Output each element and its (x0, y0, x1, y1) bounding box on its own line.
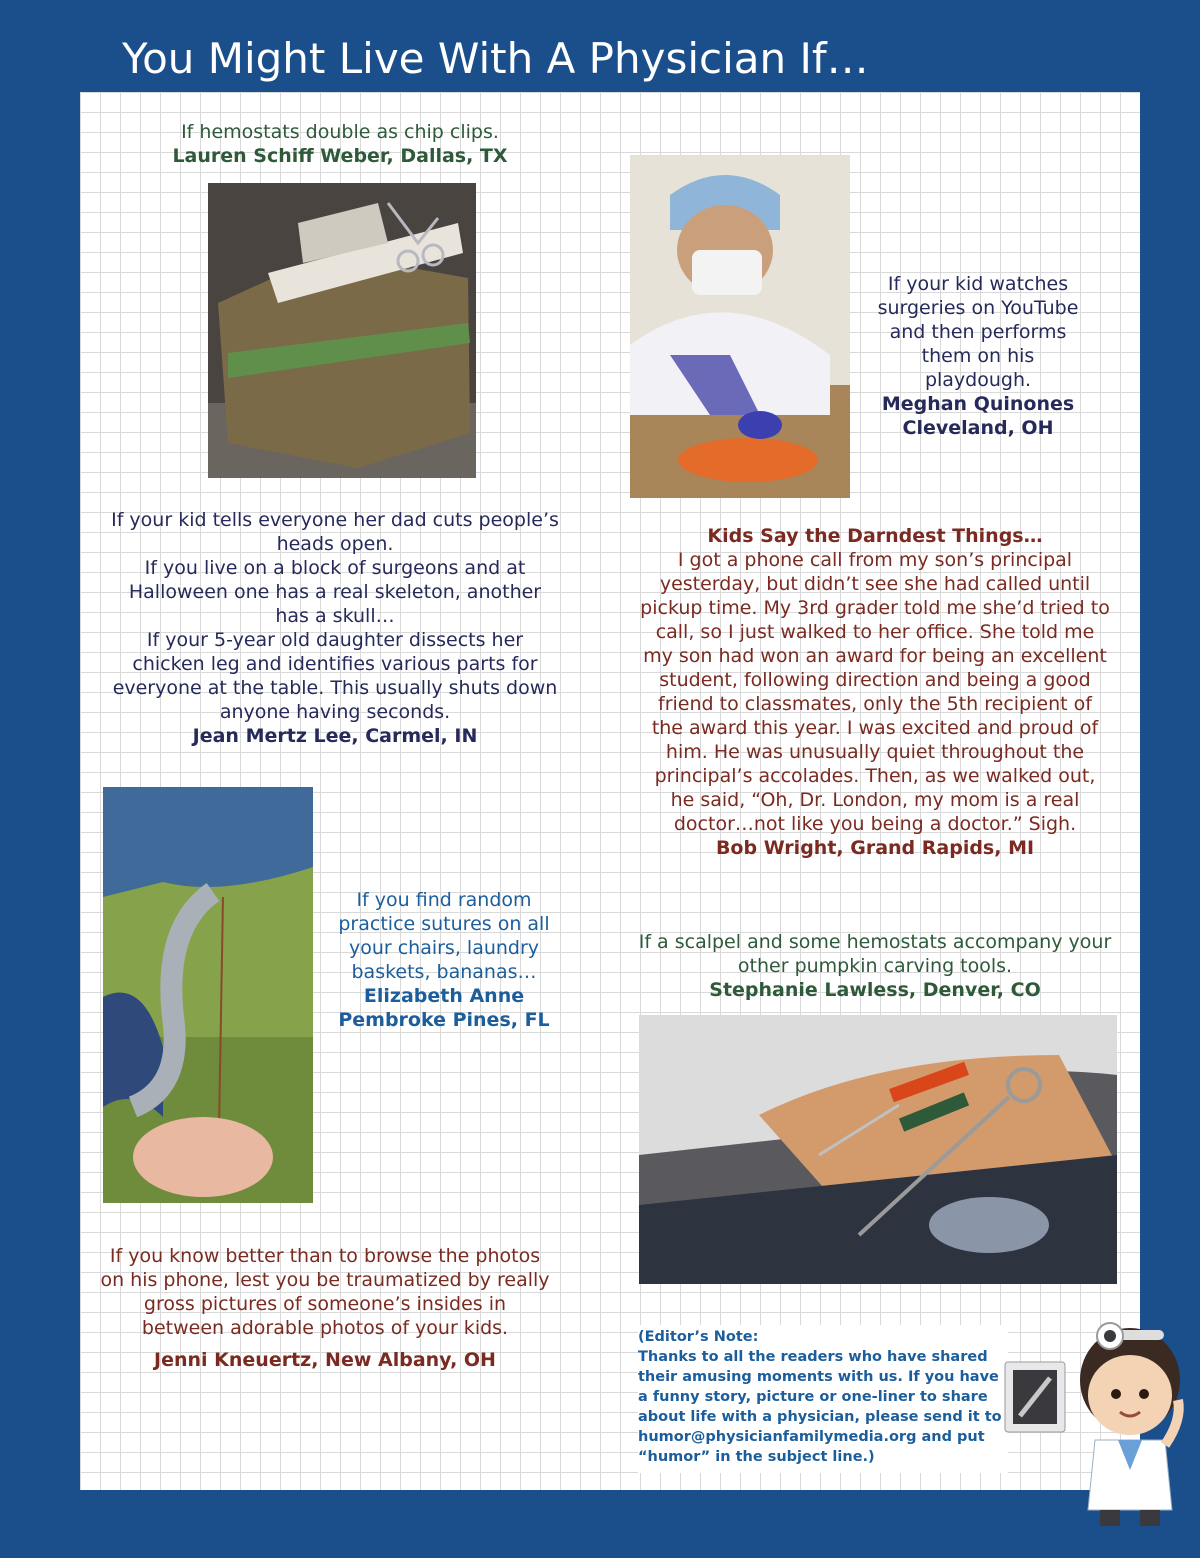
entry-line-2: If you live on a block of surgeons and at Halloween one has a real skeleton, another has a skull… (128, 557, 542, 627)
entry-author-place: Cleveland, OH (902, 417, 1054, 439)
entry-text: I got a phone call from my son’s principal yesterday, but didn’t see she had called until pickup time. My 3rd grader told me she’d tried to call, so I just walked to her office. She told me my son had won an award for being an excellent student, following direction and being a good friend to classmates, only the 5th recipient of the award this year. I was excited and proud of him. He was unusually quiet throughout the principal’s accolades. Then, as we walked out, he said, “Oh, Dr. London, my mom is a real doctor…not like you being a doctor.” Sigh. (640, 549, 1110, 835)
entry-line-1: If your kid tells everyone her dad cuts people’s heads open. (111, 509, 559, 555)
editor-note-text: Thanks to all the readers who have shared their amusing moments with us. If you have a funny story, picture or one-liner to share about life with a physician, please send it to humor@physicianfamilymedia.org and put “humor” in the subject line.) (638, 1349, 1002, 1465)
entry-author: Stephanie Lawless, Denver, CO (709, 979, 1041, 1001)
editor-note-heading: (Editor’s Note: (638, 1329, 759, 1345)
photo-hemostat-bag (208, 183, 476, 478)
entry-text: If a scalpel and some hemostats accompany your other pumpkin carving tools. (638, 931, 1112, 977)
entry-youtube (873, 272, 1083, 440)
entry-author-place: Pembroke Pines, FL (338, 1009, 550, 1031)
entry-chip-clips (140, 120, 540, 168)
editor-note (638, 1325, 1008, 1473)
entry-text: If you know better than to browse the photos on his phone, lest you be traumatized by really gross pictures of someone’s insides in between adorable photos of your kids. (100, 1245, 550, 1339)
entry-text: If hemostats double as chip clips. (181, 121, 499, 143)
photo-kid-playdough (630, 155, 850, 498)
entry-text: If your kid watches surgeries on YouTube and then performs them on his playdough. (877, 273, 1079, 391)
entry-author: Jean Mertz Lee, Carmel, IN (192, 725, 478, 747)
entry-text: If you find random practice sutures on all your chairs, laundry baskets, bananas… (338, 889, 550, 983)
entry-kids-say (640, 524, 1110, 860)
entry-author-name: Meghan Quinones (881, 393, 1075, 415)
entry-heads-open (110, 508, 560, 748)
entry-line-3: If your 5-year old daughter dissects her chicken leg and identifies various parts for everyone at the table. This usually shuts down anyone having seconds. (112, 629, 558, 723)
entry-heading: Kids Say the Darndest Things… (707, 525, 1043, 547)
entry-sutures (330, 888, 558, 1032)
entry-author: Bob Wright, Grand Rapids, MI (715, 837, 1035, 859)
entry-pumpkin (635, 930, 1115, 1002)
photo-suture-chair (103, 787, 313, 1203)
entry-photos-phone (100, 1244, 550, 1372)
doctor-mascot-illustration (1000, 1300, 1190, 1530)
content-panel (80, 92, 1140, 1490)
entry-author-name: Elizabeth Anne (363, 985, 525, 1007)
entry-author: Lauren Schiff Weber, Dallas, TX (172, 145, 508, 167)
entry-author: Jenni Kneuertz, New Albany, OH (154, 1349, 496, 1371)
photo-pumpkin-tools (639, 1015, 1117, 1284)
page-title: You Might Live With A Physician If… (122, 34, 869, 83)
